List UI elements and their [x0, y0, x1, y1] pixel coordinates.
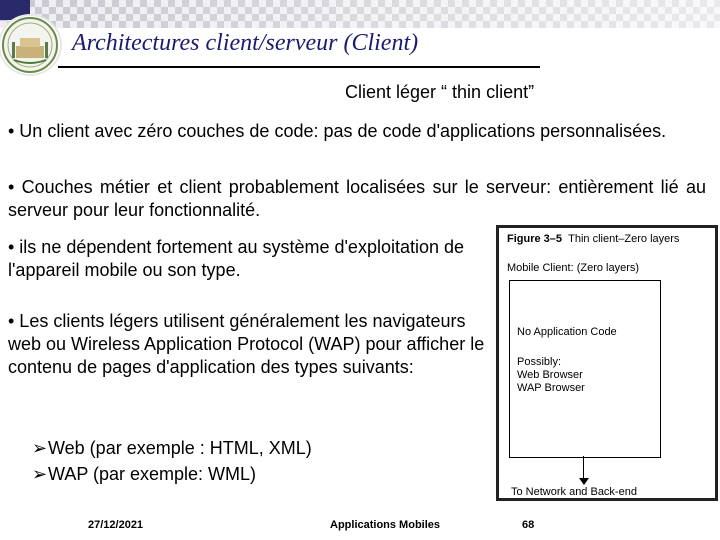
figure-line: Web Browser [517, 369, 583, 381]
paragraph-text: • Les clients légers utilisent généralement les navigateurs web ou Wireless Application Protocol (WAP) pour afficher le contenu de pages d'application des types suivants: [8, 311, 485, 377]
figure-caption [507, 233, 679, 245]
paragraph-text: • Un client avec zéro couches de code: pas de code d'applications personnalisées. [8, 121, 667, 141]
figure-line: Possibly: [517, 356, 562, 368]
figure-footer: To Network and Back-end [511, 486, 637, 498]
title-underline [58, 66, 540, 68]
list-item-text: WAP (par exemple: WML) [48, 464, 257, 484]
figure-no-app-code: No Application Code [517, 326, 617, 338]
figure-number: Figure 3–5 [507, 233, 563, 245]
figure-line: WAP Browser [517, 382, 585, 394]
list-item [32, 437, 312, 460]
arrow-bullet-icon: ➢ [32, 464, 48, 484]
paragraph-text: • Couches métier et client probablement localisées sur le serveur: entièrement lié au serveur pour leur fonctionnalité. [8, 177, 706, 220]
figure-possibly [517, 356, 585, 395]
footer-date: 27/12/2021 [88, 519, 144, 531]
footer-title: Applications Mobiles [330, 519, 441, 531]
university-logo-icon [0, 16, 60, 74]
paragraph-text: • ils ne dépendent fortement au système d'exploitation de l'appareil mobile ou son type. [8, 237, 465, 280]
list-item-text: Web (par exemple : HTML, XML) [48, 438, 312, 458]
paragraph-server-layers [8, 176, 706, 222]
page-title: Architectures client/serveur (Client) [72, 30, 419, 56]
figure-caption-text: Thin client–Zero layers [568, 233, 680, 245]
paragraph-browsers [8, 310, 490, 379]
arrow-bullet-icon: ➢ [32, 438, 48, 458]
header-band [0, 0, 720, 28]
list-item [32, 463, 256, 486]
footer-page-number: 68 [522, 519, 535, 531]
paragraph-zero-layers [8, 120, 706, 143]
paragraph-os-independence [8, 236, 478, 282]
figure-thin-client [496, 225, 718, 501]
arrow-down-icon [579, 478, 589, 485]
page-subtitle: Client léger “ thin client” [345, 82, 535, 102]
figure-subtitle: Mobile Client: (Zero layers) [507, 262, 640, 274]
checker-pattern [0, 0, 720, 28]
